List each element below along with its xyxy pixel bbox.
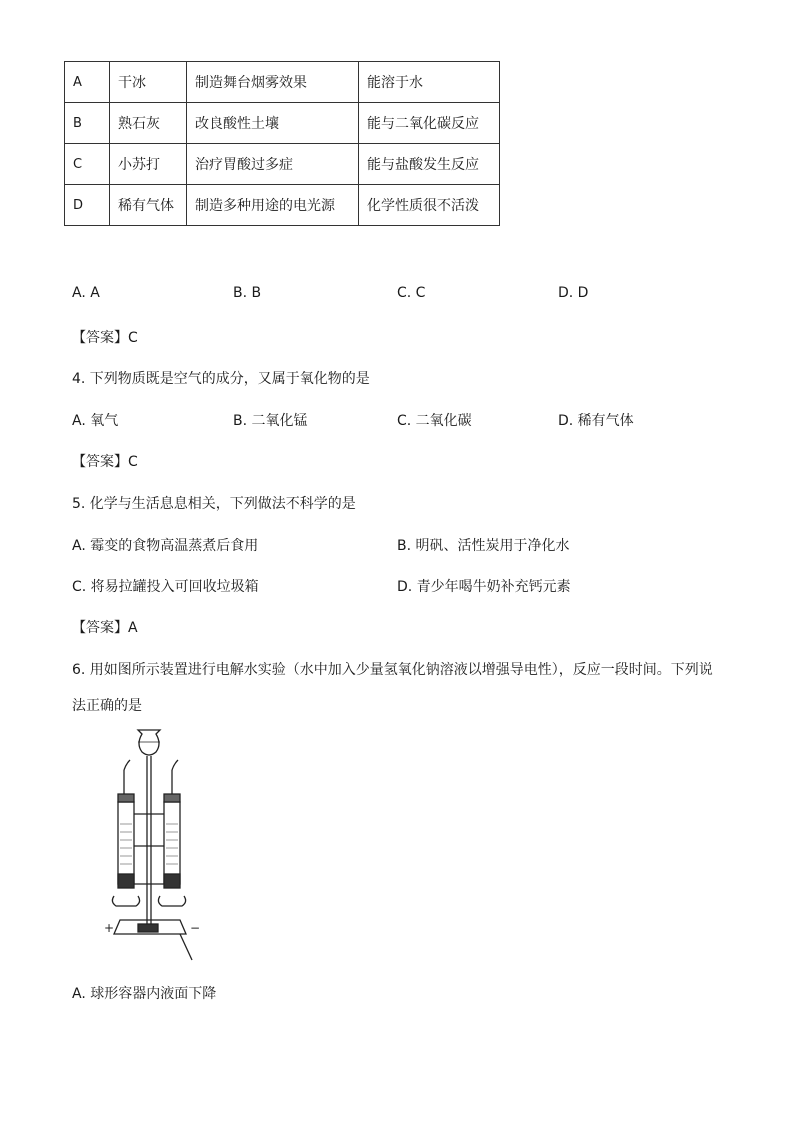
q6-question-line2: 法正确的是 [72, 698, 142, 714]
q6-question-line1: 6. 用如图所示装置进行电解水实验（水中加入少量氢氧化钠溶液以增强导电性），反应一段时间。下列说 [72, 662, 713, 678]
table-cell: 治疗胃酸过多症 [187, 144, 359, 185]
q5-answer [72, 617, 138, 637]
q3-option-a: A. A [72, 285, 100, 301]
table-cell: 制造舞台烟雾效果 [187, 62, 359, 103]
q3-option-d: D. D [558, 285, 589, 301]
table-cell: 化学性质很不活泼 [359, 185, 500, 226]
table-row [65, 62, 500, 103]
answer-tag: 【答案】 [72, 454, 128, 470]
q4-answer [72, 451, 138, 471]
positive-terminal-label: + [104, 921, 115, 935]
table-cell: B [65, 103, 110, 144]
answer-value: A [128, 620, 138, 636]
answer-tag: 【答案】 [72, 330, 128, 346]
q5-option-c: C. 将易拉罐投入可回收垃圾箱 [72, 579, 259, 595]
table-cell: 熟石灰 [110, 103, 187, 144]
table-cell: C [65, 144, 110, 185]
q4-question: 4. 下列物质既是空气的成分，又属于氧化物的是 [72, 371, 370, 387]
answer-value: C [128, 454, 138, 470]
q4-option-d: D. 稀有气体 [558, 413, 634, 429]
table-cell: A [65, 62, 110, 103]
table-cell: 小苏打 [110, 144, 187, 185]
q3-option-c: C. C [397, 285, 426, 301]
electrolysis-apparatus-figure [100, 724, 210, 964]
q4-option-c: C. 二氧化碳 [397, 413, 472, 429]
table-cell: 能与盐酸发生反应 [359, 144, 500, 185]
q3-option-b: B. B [233, 285, 262, 301]
table-cell: 干冰 [110, 62, 187, 103]
q5-question: 5. 化学与生活息息相关，下列做法不科学的是 [72, 496, 356, 512]
q3-answer [72, 327, 138, 347]
q6-option-a: A. 球形容器内液面下降 [72, 986, 217, 1002]
q4-option-a: A. 氧气 [72, 413, 119, 429]
table-cell: D [65, 185, 110, 226]
table-cell: 稀有气体 [110, 185, 187, 226]
q4-option-b: B. 二氧化锰 [233, 413, 308, 429]
table-row [65, 103, 500, 144]
table-cell: 能溶于水 [359, 62, 500, 103]
answer-value: C [128, 330, 138, 346]
q5-option-d: D. 青少年喝牛奶补充钙元素 [397, 579, 571, 595]
table-cell: 能与二氧化碳反应 [359, 103, 500, 144]
negative-terminal-label: − [190, 921, 201, 935]
answer-tag: 【答案】 [72, 620, 128, 636]
table-row [65, 144, 500, 185]
q5-option-a: A. 霉变的食物高温蒸煮后食用 [72, 538, 259, 554]
table-cell: 改良酸性土壤 [187, 103, 359, 144]
q5-option-b: B. 明矾、活性炭用于净化水 [397, 538, 570, 554]
table-row [65, 185, 500, 226]
table-cell: 制造多种用途的电光源 [187, 185, 359, 226]
substance-property-table [64, 61, 500, 226]
